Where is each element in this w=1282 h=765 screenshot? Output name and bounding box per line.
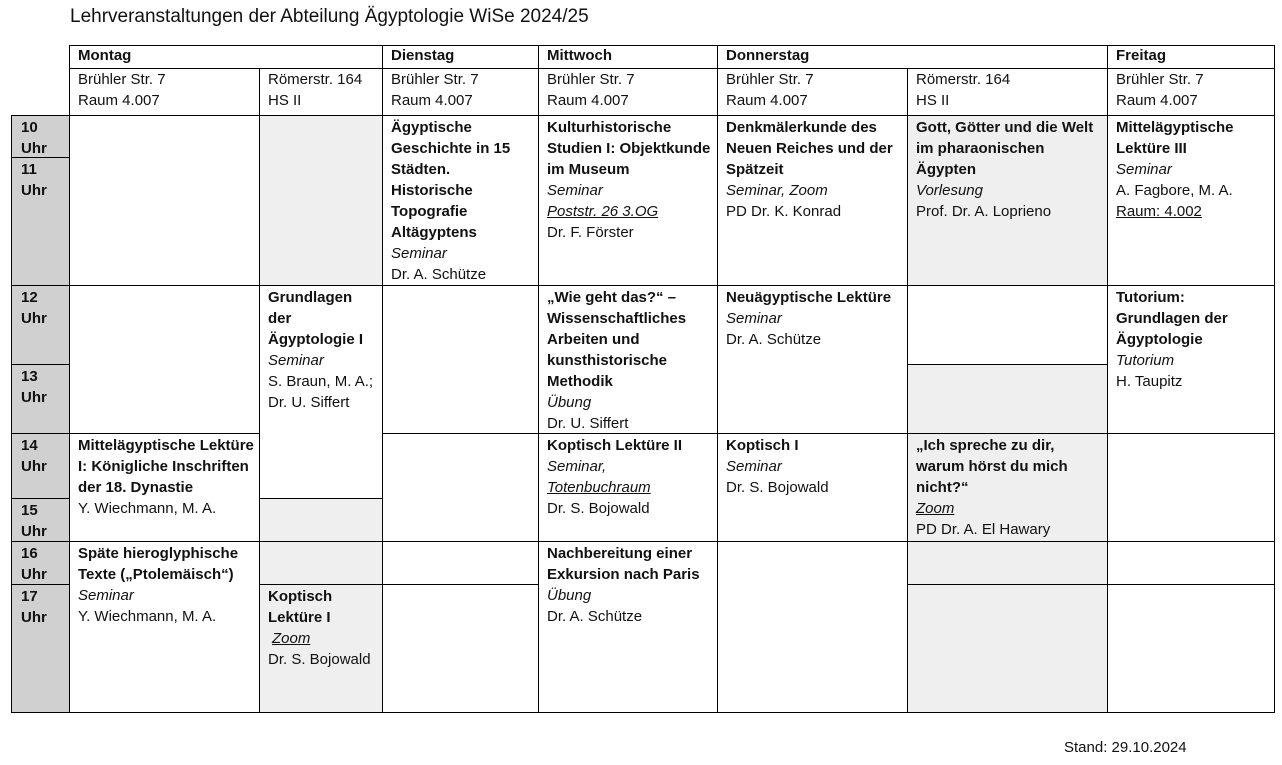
hour-cell-15 — [11, 498, 70, 542]
event-lecturer: Y. Wiechmann, M. A. — [78, 500, 217, 517]
event-type: Seminar — [1116, 161, 1172, 178]
event-type: Seminar — [726, 310, 782, 327]
event-title: Koptisch Lektüre II — [547, 437, 683, 454]
hour-unit: Uhr — [21, 310, 47, 327]
empty-slot — [382, 285, 539, 434]
event-cell — [907, 433, 1108, 542]
location-line: Römerstr. 164 — [268, 71, 363, 88]
day-header-dienstag: Dienstag — [382, 45, 539, 69]
event-lecturer: Y. Wiechmann, M. A. — [78, 608, 217, 625]
event-lecturer: Dr. F. Förster — [547, 224, 634, 241]
event-room: Zoom — [272, 630, 311, 647]
event-title: Neuägyptische Lektüre — [726, 289, 892, 306]
hour-number: 17 — [21, 588, 38, 605]
empty-slot — [382, 584, 539, 713]
event-title: Kulturhistorische Studien I: Objektkunde im Museum — [547, 119, 711, 178]
event-title: Grundlagen der Ägyptologie I — [268, 289, 363, 348]
event-lecturer: S. Braun, M. A.; Dr. U. Siffert — [268, 373, 374, 411]
event-cell — [1107, 115, 1275, 286]
empty-slot — [382, 541, 539, 585]
event-type: Seminar, Zoom — [726, 182, 828, 199]
empty-slot — [382, 433, 539, 542]
event-cell — [538, 115, 718, 286]
event-lecturer: Dr. A. Schütze — [391, 266, 487, 283]
location-line: Raum 4.007 — [547, 92, 629, 109]
event-lecturer: Prof. Dr. A. Loprieno — [916, 203, 1052, 220]
event-cell — [538, 285, 718, 434]
page-title: Lehrveranstaltungen der Abteilung Ägyptologie WiSe 2024/25 — [70, 6, 589, 27]
location-cell — [538, 68, 718, 116]
location-line: Brühler Str. 7 — [78, 71, 166, 88]
hour-cell-11 — [11, 157, 70, 286]
event-type: Vorlesung — [916, 182, 983, 199]
hour-number: 14 — [21, 437, 38, 454]
event-title: Nachbereitung einer Exkursion nach Paris — [547, 545, 700, 583]
empty-slot — [1107, 584, 1275, 713]
event-type: Seminar — [547, 182, 603, 199]
event-title: Mittelägyptische Lektüre III — [1116, 119, 1234, 157]
event-title: Ägyptische Geschichte in 15 Städten. Historische Topografie Altägyptens — [391, 119, 511, 241]
location-cell — [717, 68, 908, 116]
location-line: Raum 4.007 — [726, 92, 808, 109]
empty-slot — [907, 285, 1108, 365]
empty-slot — [1107, 433, 1275, 542]
empty-slot — [69, 115, 260, 286]
event-title: Koptisch Lektüre I — [268, 588, 333, 626]
empty-slot — [259, 541, 383, 585]
empty-slot — [1107, 541, 1275, 585]
event-type: Seminar, — [547, 458, 607, 475]
event-cell — [69, 433, 260, 542]
hour-number: 10 — [21, 119, 38, 136]
day-header-mittwoch: Mittwoch — [538, 45, 718, 69]
location-cell — [259, 68, 383, 116]
hour-cell-17 — [11, 584, 70, 713]
event-lecturer: Dr. S. Bojowald — [726, 479, 829, 496]
empty-slot — [907, 364, 1108, 434]
event-cell — [69, 541, 260, 713]
event-cell — [382, 115, 539, 286]
hour-number: 13 — [21, 368, 38, 385]
event-cell — [717, 433, 908, 542]
status-date: Stand: 29.10.2024 — [1064, 739, 1187, 756]
empty-slot — [69, 285, 260, 434]
day-header-freitag: Freitag — [1107, 45, 1275, 69]
event-cell — [907, 115, 1108, 286]
event-title: „Ich spreche zu dir, warum hörst du mich nicht?“ — [916, 437, 1068, 496]
hour-unit: Uhr — [21, 523, 47, 540]
empty-slot — [907, 584, 1108, 713]
location-cell — [382, 68, 539, 116]
location-line: Raum 4.007 — [78, 92, 160, 109]
event-type: Seminar — [78, 587, 134, 604]
hour-unit: Uhr — [21, 389, 47, 406]
event-title: Tutorium: Grundlagen der Ägyptologie — [1116, 289, 1228, 348]
location-cell — [1107, 68, 1275, 116]
event-type: Seminar — [726, 458, 782, 475]
location-line: HS II — [916, 92, 950, 109]
location-line: Brühler Str. 7 — [391, 71, 479, 88]
hour-number: 15 — [21, 502, 38, 519]
event-lecturer: Dr. A. Schütze — [547, 608, 643, 625]
location-line: Brühler Str. 7 — [726, 71, 814, 88]
day-header-donnerstag: Donnerstag — [717, 45, 1108, 69]
event-lecturer: PD Dr. A. El Hawary — [916, 521, 1051, 538]
event-lecturer: PD Dr. K. Konrad — [726, 203, 842, 220]
hour-unit: Uhr — [21, 140, 47, 157]
event-title: Mittelägyptische Lektüre I: Königliche Inschriften der 18. Dynastie — [78, 437, 254, 496]
hour-unit: Uhr — [21, 458, 47, 475]
event-cell — [717, 285, 908, 434]
event-title: Denkmälerkunde des Neuen Reiches und der Spätzeit — [726, 119, 893, 178]
day-header-montag: Montag — [69, 45, 383, 69]
event-title: Gott, Götter und die Welt im pharaonischen Ägypten — [916, 119, 1094, 178]
event-room: Poststr. 26 3.OG — [547, 203, 659, 220]
location-line: Römerstr. 164 — [916, 71, 1011, 88]
location-line: HS II — [268, 92, 302, 109]
event-type: Übung — [547, 394, 592, 411]
event-lecturer: H. Taupitz — [1116, 373, 1183, 390]
hour-number: 12 — [21, 289, 38, 306]
event-cell — [538, 433, 718, 542]
empty-slot — [259, 498, 383, 542]
hour-unit: Uhr — [21, 182, 47, 199]
event-lecturer: Dr. S. Bojowald — [268, 651, 371, 668]
empty-slot — [907, 541, 1108, 585]
event-type: Seminar — [268, 352, 324, 369]
event-type: Übung — [547, 587, 592, 604]
hour-number: 16 — [21, 545, 38, 562]
hour-cell-16 — [11, 541, 70, 585]
location-cell — [907, 68, 1108, 116]
event-room: Totenbuchraum — [547, 479, 651, 496]
event-cell — [717, 115, 908, 286]
hour-number: 11 — [21, 161, 37, 178]
event-title: „Wie geht das?“ – Wissenschaftliches Arbeiten und kunsthistorische Methodik — [547, 289, 687, 390]
event-title: Späte hieroglyphische Texte („Ptolemäisch“) — [78, 545, 239, 583]
event-title: Koptisch I — [726, 437, 799, 454]
event-room: Raum: 4.002 — [1116, 203, 1202, 220]
event-cell — [259, 285, 383, 499]
hour-cell-12 — [11, 285, 70, 365]
event-type: Seminar — [391, 245, 447, 262]
hour-unit: Uhr — [21, 609, 47, 626]
hour-unit: Uhr — [21, 566, 47, 583]
hour-cell-13 — [11, 364, 70, 434]
hour-cell-14 — [11, 433, 70, 499]
event-lecturer: Dr. S. Bojowald — [547, 500, 650, 517]
event-lecturer: A. Fagbore, M. A. — [1116, 182, 1233, 199]
event-lecturer: Dr. U. Siffert — [547, 415, 629, 432]
event-type: Tutorium — [1116, 352, 1175, 369]
empty-slot — [259, 115, 383, 286]
event-cell — [259, 584, 383, 713]
event-lecturer: Dr. A. Schütze — [726, 331, 822, 348]
location-line: Brühler Str. 7 — [547, 71, 635, 88]
location-line: Brühler Str. 7 — [1116, 71, 1204, 88]
location-line: Raum 4.007 — [391, 92, 473, 109]
location-line: Raum 4.007 — [1116, 92, 1198, 109]
event-cell — [1107, 285, 1275, 434]
event-room: Zoom — [916, 500, 955, 517]
event-cell — [538, 541, 718, 713]
empty-slot — [717, 541, 908, 713]
hour-cell-10 — [11, 115, 70, 158]
location-cell — [69, 68, 260, 116]
